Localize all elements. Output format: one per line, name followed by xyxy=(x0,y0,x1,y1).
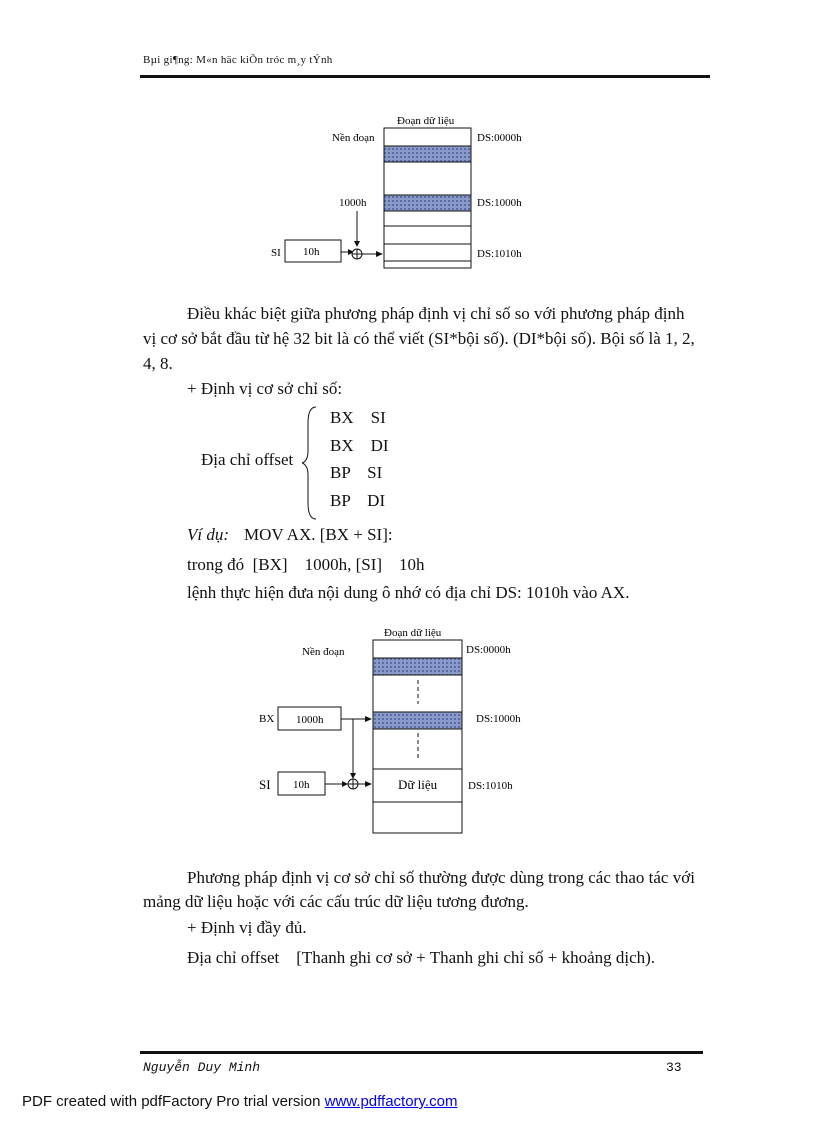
combo-bx-di: BX DI xyxy=(330,436,389,455)
pdf-creator-note xyxy=(22,1093,457,1110)
diagram-index-addressing xyxy=(260,108,560,273)
result-line: lệnh thực hiện đưa nội dung ô nhớ có địa chỉ DS: 1010h vào AX. xyxy=(187,583,630,602)
register-si-value: 10h xyxy=(293,779,310,791)
segment-base-label: Nền đoạn xyxy=(302,646,345,658)
footer-rule xyxy=(140,1051,703,1054)
register-bx-label: BX xyxy=(259,713,275,725)
combo-bp-si: BP SI xyxy=(330,463,383,482)
register-bx-value: 1000h xyxy=(296,714,324,726)
offset-1000h-label: 1000h xyxy=(339,197,367,209)
offset-address-label: Địa chỉ offset xyxy=(201,450,294,469)
addr-1000h: DS:1000h xyxy=(476,713,521,725)
segment-base-label: Nền đoạn xyxy=(332,132,375,144)
register-si-value: 10h xyxy=(303,246,320,258)
combo-bp-di: BP DI xyxy=(330,491,386,510)
addr-0000h: DS:0000h xyxy=(477,132,522,144)
header-rule xyxy=(140,75,710,78)
section2-heading: + Định vị đầy đủ. xyxy=(187,918,307,937)
pdf-note-text: PDF created with pdfFactory Pro trial version xyxy=(22,1093,325,1110)
addr-0000h: DS:0000h xyxy=(466,644,511,656)
para1-line2: vị cơ sở bắt đầu từ hệ 32 bit là có thể viết (SI*bội số). (DI*bội số). Bội số là 1, 2, xyxy=(143,329,695,348)
register-si-label: SI xyxy=(259,777,271,792)
segment-title: Đoạn dữ liệu xyxy=(397,115,455,127)
para2-line1: Phương pháp định vị cơ sở chỉ số thường được dùng trong các thao tác với xyxy=(187,868,695,887)
memory-cell-base xyxy=(384,146,471,162)
memory-cell-base xyxy=(373,658,462,675)
full-addressing-formula: Địa chỉ offset [Thanh ghi cơ sở + Thanh ghi chỉ số + khoảng dịch). xyxy=(187,948,656,967)
addr-1000h: DS:1000h xyxy=(477,197,522,209)
para2-line2: mảng dữ liệu hoặc với các cấu trúc dữ liệu tương đương. xyxy=(143,892,529,911)
page-header: Bµi gi¶ng: M«n häc kiÕn tróc m¸y tÝnh xyxy=(143,54,333,66)
register-si-label: SI xyxy=(271,247,281,259)
memory-cell-1000h xyxy=(373,712,462,729)
segment-title: Đoạn dữ liệu xyxy=(384,627,442,639)
footer-page-number: 33 xyxy=(666,1060,682,1075)
diagram-base-index-addressing xyxy=(250,622,540,837)
where-line: trong đó [BX] 1000h, [SI] 10h xyxy=(187,555,425,574)
combo-bx-si: BX SI xyxy=(330,408,386,427)
memory-cell-1000h xyxy=(384,195,471,211)
brace-icon xyxy=(302,403,322,523)
section1-heading: + Định vị cơ sở chỉ số: xyxy=(187,379,343,398)
para1-line1: Điều khác biệt giữa phương pháp định vị chỉ số so với phương pháp định xyxy=(187,304,685,323)
addr-1010h: DS:1010h xyxy=(477,248,522,260)
data-cell-label: Dữ liệu xyxy=(398,777,438,792)
addr-1010h: DS:1010h xyxy=(468,780,513,792)
example-code: MOV AX. [BX + SI]: xyxy=(244,525,393,544)
para1-line3: 4, 8. xyxy=(143,354,173,373)
footer-author: Nguyễn Duy Minh xyxy=(143,1060,261,1075)
pdffactory-link[interactable]: www.pdffactory.com xyxy=(324,1093,458,1110)
example-label: Ví dụ: xyxy=(187,525,230,544)
